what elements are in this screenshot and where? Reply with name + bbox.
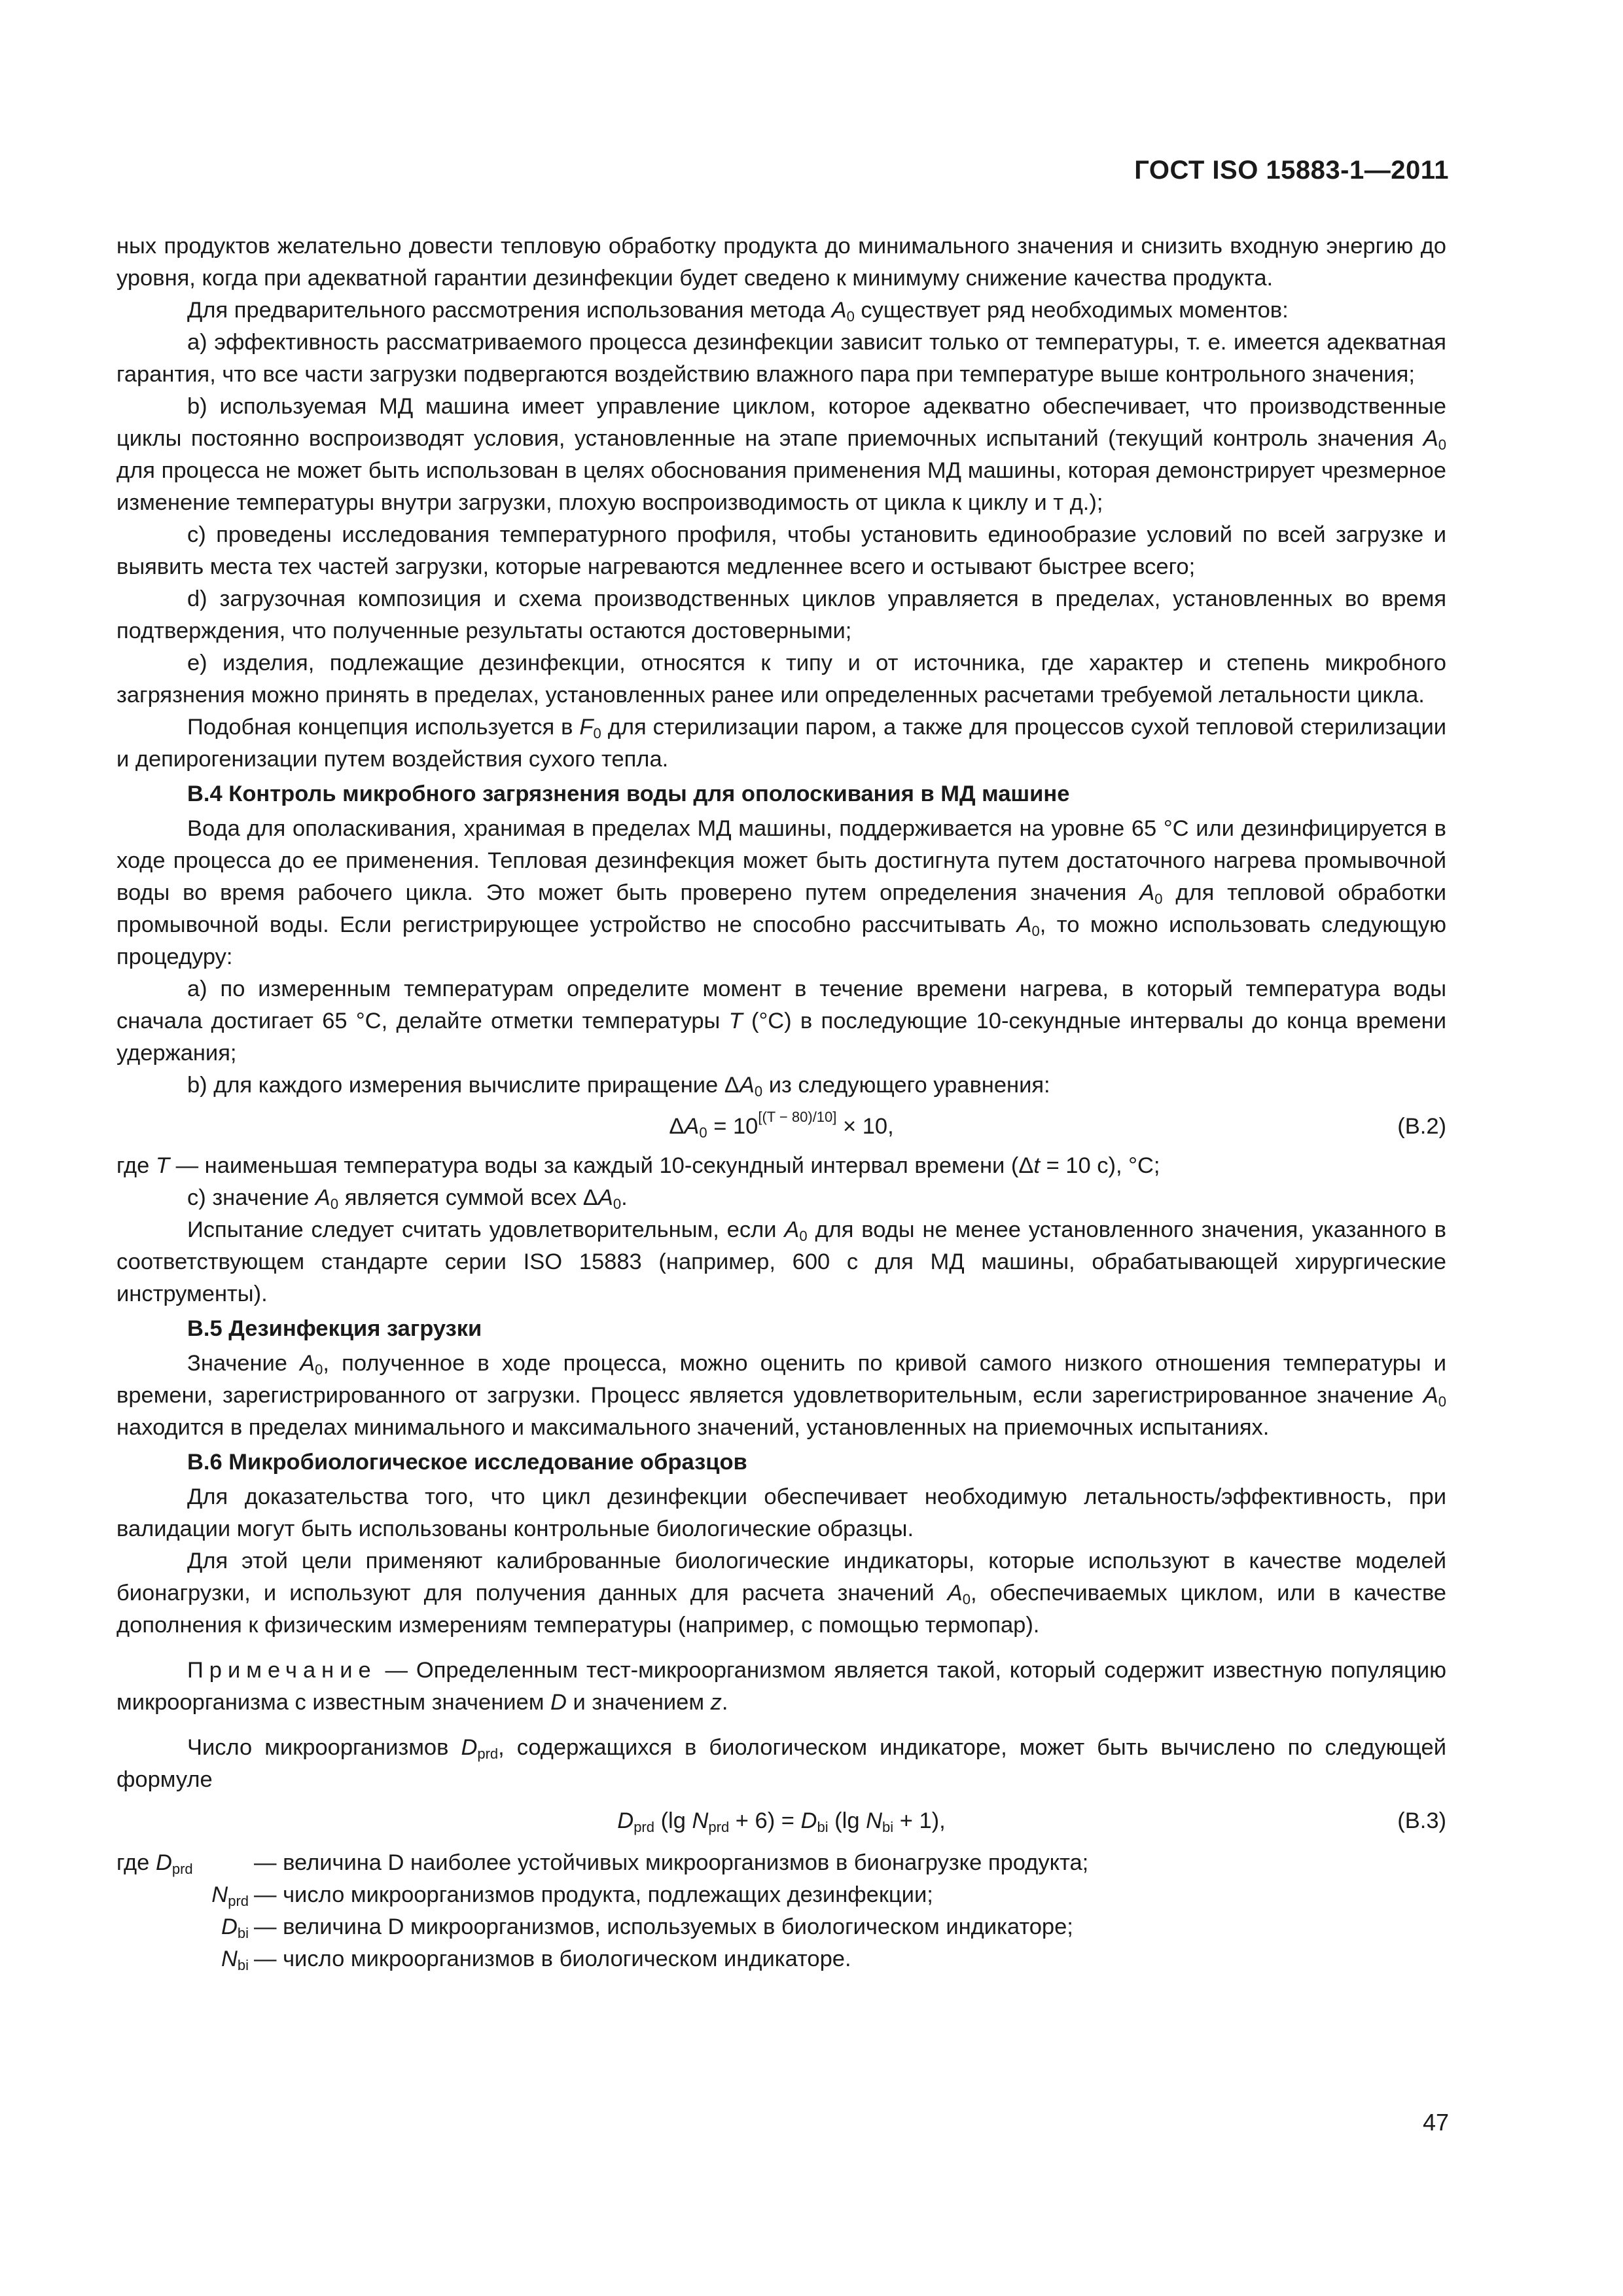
equation-formula: $D_{prd}$ (lg $N_{prd} + 6) = D_{bi}$ (lg $N_{bi} + 1$), [617,1808,946,1835]
definition: $N_{bi}$ — число микроорганизмов в биологическом индикаторе. [221,1946,851,1973]
list-item: a) эффективность рассматриваемого процесса дезинфекции зависит только от температуры, т. е. имеется адекватная гарантия, что все части загрузки подвергаются воздействию влажного пара при температуре выше контрольного значения; [116,330,1446,387]
list-item: b) используемая МД машина имеет управление циклом, которое адекватно обеспечивает, что производственные циклы постоянно воспроизводят условия, установленные на этапе приемочных испытаний (текущий контроль значения $A_0$ для процесса не может быть использован в целях обоснования применения МД машины, которая демонстрирует чрезмерное изменение температуры внутри загрузки, плохую воспроизводимость от цикла к циклу и т д.); [116,394,1446,515]
equation-b2 [116,1107,1446,1145]
paragraph: Для предварительного рассмотрения использования метода $A_0$ существует ряд необходимых моментов: [187,298,1289,325]
section-heading-b5: B.5 Дезинфекция загрузки [187,1316,482,1341]
section-heading-b6: B.6 Микробиологическое исследование образцов [187,1450,747,1475]
paragraph: Для доказательства того, что цикл дезинфекции обеспечивает необходимую летальность/эффективность, при валидации могут быть использованы контрольные биологические образцы. [116,1484,1446,1541]
standard-header: ГОСТ ISO 15883-1—2011 [1134,156,1449,185]
paragraph: Значение $A_0$, полученное в ходе процесса, можно оценить по кривой самого низкого отношения температуры и времени, зарегистрированного от загрузки. Процесс является удовлетворительным, если зарегистрированное значение $A_0$ находится в пределах минимального и максимального значений, установленных на приемочных испытаниях. [116,1351,1446,1440]
list-item: a) по измеренным температурам определите момент в течение времени нагрева, в который температура воды сначала достигает 65 °С, делайте отметки температуры T (°С) в последующие 10-секундные интервалы до конца времени удержания; [116,977,1446,1066]
definition: $N_{prd}$ — число микроорганизмов продукта, подлежащих дезинфекции; [211,1882,933,1909]
equation-number: (B.2) [1397,1114,1446,1139]
note: Примечание — Определенным тест-микроорганизмом является такой, который содержит известную популяцию микроорганизма с известным значением D и значением z. [116,1658,1446,1715]
list-item: c) проведены исследования температурного профиля, чтобы установить единообразие условий по всей загрузке и выявить места тех частей загрузки, которые нагреваются медленнее всего и остывают быстрее всего; [116,522,1446,579]
equation-b3 [116,1801,1446,1839]
paragraph: ных продуктов желательно довести тепловую обработку продукта до минимального значения и снизить входную энергию до уровня, когда при адекватной гарантии дезинфекции будет сведено к минимуму снижение качества продукта. [116,234,1446,291]
equation-number: (B.3) [1397,1808,1446,1833]
page-number: 47 [1422,2109,1449,2136]
paragraph: Подобная концепция используется в $F_0$ для стерилизации паром, а также для процессов сухой тепловой стерилизации и депирогенизации путем воздействия сухого тепла. [116,715,1447,772]
definition: где $D_{prd}$ — величина D наиболее устойчивых микроорганизмов в бионагрузке продукта; [116,1850,1089,1877]
paragraph: Испытание следует считать удовлетворительным, если $A_0$ для воды не менее установленного значения, указанного в соответствующем стандарте серии ISO 15883 (например, 600 с для МД машины, обрабатывающей хирургические инструменты). [116,1217,1447,1306]
paragraph: Для этой цели применяют калиброванные биологические индикаторы, которые используют в качестве моделей бионагрузки, и используют для получения данных для расчета значений $A_0$, обеспечиваемых циклом, или в качестве дополнения к физическим измерениям температуры (например, с помощью термопар). [116,1549,1446,1638]
document-body [116,230,1446,1975]
list-item: d) загрузочная композиция и схема производственных циклов управляется в пределах, установленных во время подтверждения, что полученные результаты остаются достоверными; [116,586,1446,643]
paragraph: Число микроорганизмов $D_{prd}$, содержащихся в биологическом индикаторе, может быть вычислено по следующей формуле [116,1735,1446,1792]
list-item: e) изделия, подлежащие дезинфекции, относятся к типу и от источника, где характер и степень микробного загрязнения можно принять в пределах, установленных ранее или определенных расчетами требуемой летальности цикла. [116,651,1446,708]
equation-formula: $\Delta A_0 = 10[(T - 80)/10] \times 10$, [669,1109,894,1141]
paragraph: Вода для ополаскивания, хранимая в пределах МД машины, поддерживается на уровне 65 °С или дезинфицируется в ходе процесса до ее применения. Тепловая дезинфекция может быть достигнута путем достаточного нагрева промывочной воды во время рабочего цикла. Это может быть проверено путем определения значения $A_0$ для тепловой обработки промывочной воды. Если регистрирующее устройство не способно рассчитывать $A_0$, то можно использовать следующую процедуру: [116,816,1447,969]
definitions-list [116,1847,1446,1975]
list-item: b) для каждого измерения вычислите приращение $\Delta A_0$ из следующего уравнения: [187,1073,1050,1100]
section-heading-b4: B.4 Контроль микробного загрязнения воды для ополоскивания в МД машине [187,781,1070,806]
definition: $D_{bi}$ — величина D микроорганизмов, используемых в биологическом индикаторе; [221,1914,1073,1941]
paragraph: где T — наименьшая температура воды за каждый 10-секундный интервал времени (Δt = 10 с), °С; [116,1153,1160,1178]
list-item: c) значение $A_0$ является суммой всех $\Delta A_0$. [187,1185,628,1212]
